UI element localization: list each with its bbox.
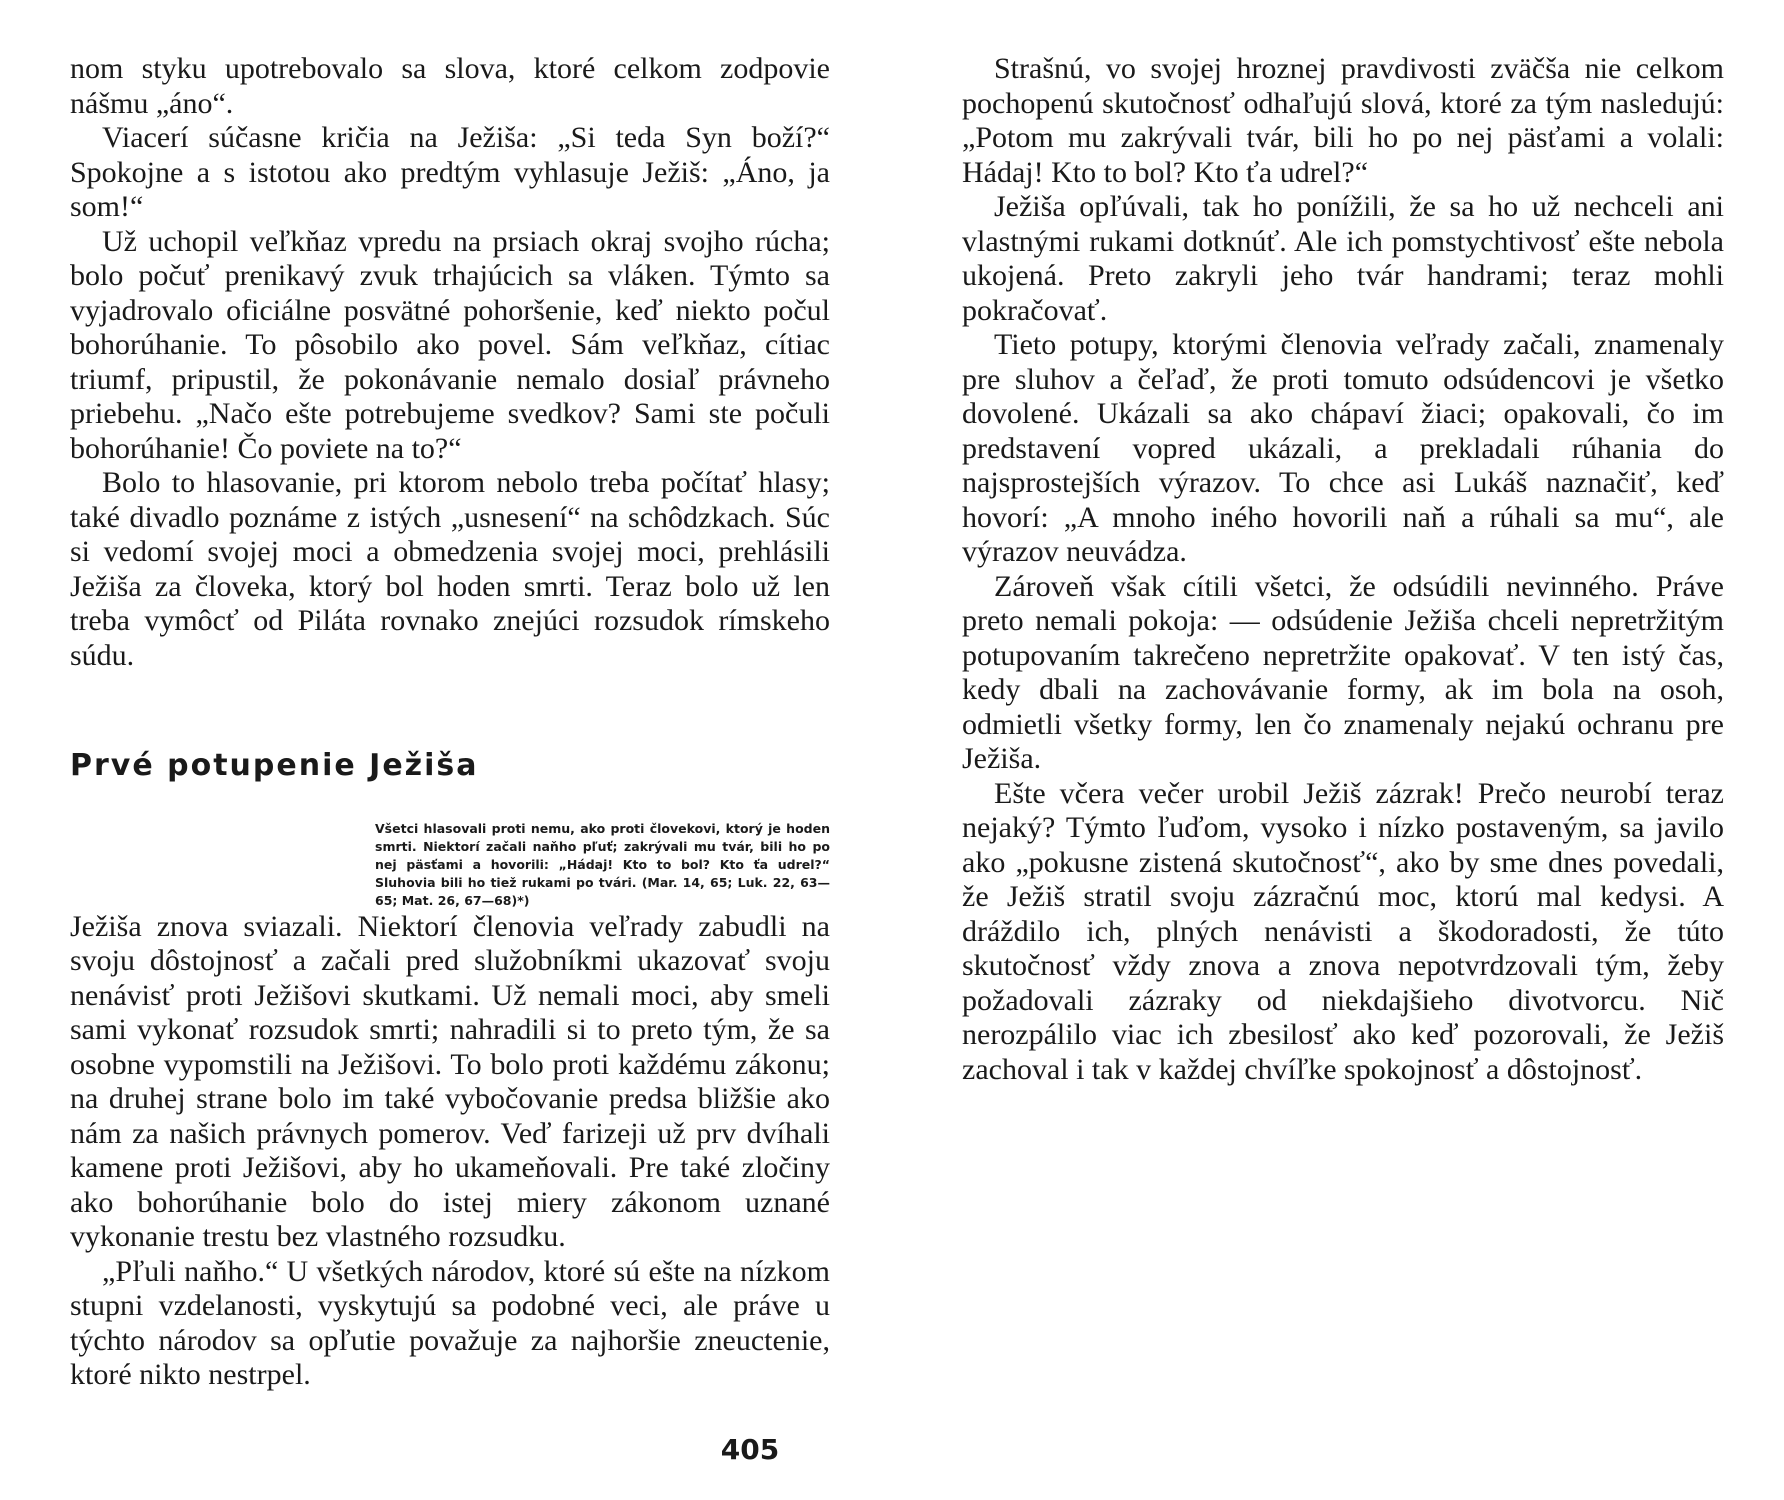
paragraph: Ešte včera večer urobil Ježiš zázrak! Prečo neurobí teraz nejaký? Týmto ľuďom, vysoko i nízko postaveným, sa javilo ako „pokusne zistená skutočnosť“, ako by sme dnes povedali, že Ježiš stratil svoju zázračnú moc, ktorú mal kedysi. A dráždilo ich, plných nenávisti a škodoradosti, že túto skutočnosť vždy znova a znova nepotvrdzovali tým, žeby požadovali zázraky od niekdajšieho divotvorcu. Nič nerozpálilo viac ich zbesilosť ako keď pozorovali, že Ježiš zachoval i tak v každej chvíľke spokojnosť a dôstojnosť. (962, 776, 1724, 1086)
section-summary: Všetci hlasovali proti nemu, ako proti človekovi, ktorý je hoden smrti. Niektorí začali naňho pľuť; zakrývali mu tvár, bili ho po nej päsťami a hovorili: „Hádaj! Kto to bol? Kto ťa udrel?“ Sluhovia bili ho tiež rukami po tvári. (Mar. 14, 65; Luk. 22, 63—65; Mat. 26, 67—68)*) (375, 820, 830, 908)
paragraph: Viacerí súčasne kričia na Ježiša: „Si teda Syn boží?“ Spokojne a s istotou ako predtým vyhlasuje Ježiš: „Áno, ja som!“ (70, 121, 830, 223)
section-heading: Prvé potupenie Ježiša (70, 748, 479, 783)
paragraph: Ježiša znova sviazali. Niektorí členovia veľrady zabudli na svoju dôstojnosť a začali pred služobníkmi ukazovať svoju nenávisť proti Ježišovi skutkami. Už nemali moci, aby smeli sami vykonať rozsudok smrti; nahradili si to preto tým, že sa osobne vypomstili na Ježišovi. To bolo proti každému zákonu; na druhej strane bolo im také vybočovanie predsa bližšie ako nám za našich právnych pomerov. Veď farizeji už prv dvíhali kamene proti Ježišovi, aby ho ukameňovali. Pre také zločiny ako bohorúhanie bolo do istej miery zákonom uznané vykonanie trestu bez vlastného rozsudku. (70, 909, 830, 1253)
paragraph: nom styku upotrebovalo sa slova, ktoré celkom zodpovie nášmu „áno“. (70, 52, 830, 120)
paragraph: Už uchopil veľkňaz vpredu na prsiach okraj svojho rúcha; bolo počuť prenikavý zvuk trhajúcich sa vláken. Týmto sa vyjadrovalo oficiálne posvätné pohoršenie, keď niekto počul bohorúhanie. To pôsobilo ako povel. Sám veľkňaz, cítiac triumf, pripustil, že pokonávanie nemalo dosiaľ právneho priebehu. „Načo ešte potrebujeme svedkov? Sami ste počuli bohorúhanie! Čo poviete na to?“ (70, 224, 830, 465)
paragraph: Strašnú, vo svojej hroznej pravdivosti zväčša nie celkom pochopenú skutočnosť odhaľujú slová, ktoré za tým nasledujú: „Potom mu zakrývali tvár, bili ho po nej päsťami a volali: Hádaj! Kto to bol? Kto ťa udrel?“ (962, 52, 1724, 189)
paragraph: Bolo to hlasovanie, pri ktorom nebolo treba počítať hlasy; také divadlo poznáme z istých „usnesení“ na schôdzkach. Súc si vedomí svojej moci a obmedzenia svojej moci, prehlásili Ježiša za človeka, ktorý bol hoden smrti. Teraz bolo už len treba vymôcť od Piláta rovnako znejúci rozsudok rímskeho súdu. (70, 466, 830, 672)
paragraph: Tieto potupy, ktorými členovia veľrady začali, znamenaly pre sluhov a čeľaď, že proti tomuto odsúdencovi je všetko dovolené. Ukázali sa ako chápaví žiaci; opakovali, čo im predstavení vopred ukázali, a prekladali rúhania do najsprostejších výrazov. To chce asi Lukáš naznačiť, keď hovorí: „A mnoho iného hovorili naň a rúhali sa mu“, ale výrazov neuvádza. (962, 328, 1724, 568)
paragraph: „Pľuli naňho.“ U všetkých národov, ktoré sú ešte na nízkom stupni vzdelanosti, vyskytujú sa podobné veci, ale práve u týchto národov sa opľutie považuje za najhoršie zneuctenie, ktoré nikto nestrpel. (70, 1254, 830, 1391)
page-number: 405 (720, 1433, 780, 1466)
paragraph: Ježiša opľúvali, tak ho ponížili, že sa ho už nechceli ani vlastnými rukami dotknúť. Ale ich pomstychtivosť ešte nebola ukojená. Preto zakryli jeho tvár handrami; teraz mohli pokračovať. (962, 190, 1724, 327)
paragraph: Zároveň však cítili všetci, že odsúdili nevinného. Práve preto nemali pokoja: — odsúdenie Ježiša chceli nepretržitým potupovaním takrečeno nepretržite opakovať. V ten istý čas, kedy dbali na zachovávanie formy, ak im bola na osoh, odmietli všetky formy, len čo znamenaly nejakú ochranu pre Ježiša. (962, 569, 1724, 775)
right-column (962, 52, 1724, 1087)
left-column (70, 52, 830, 1393)
